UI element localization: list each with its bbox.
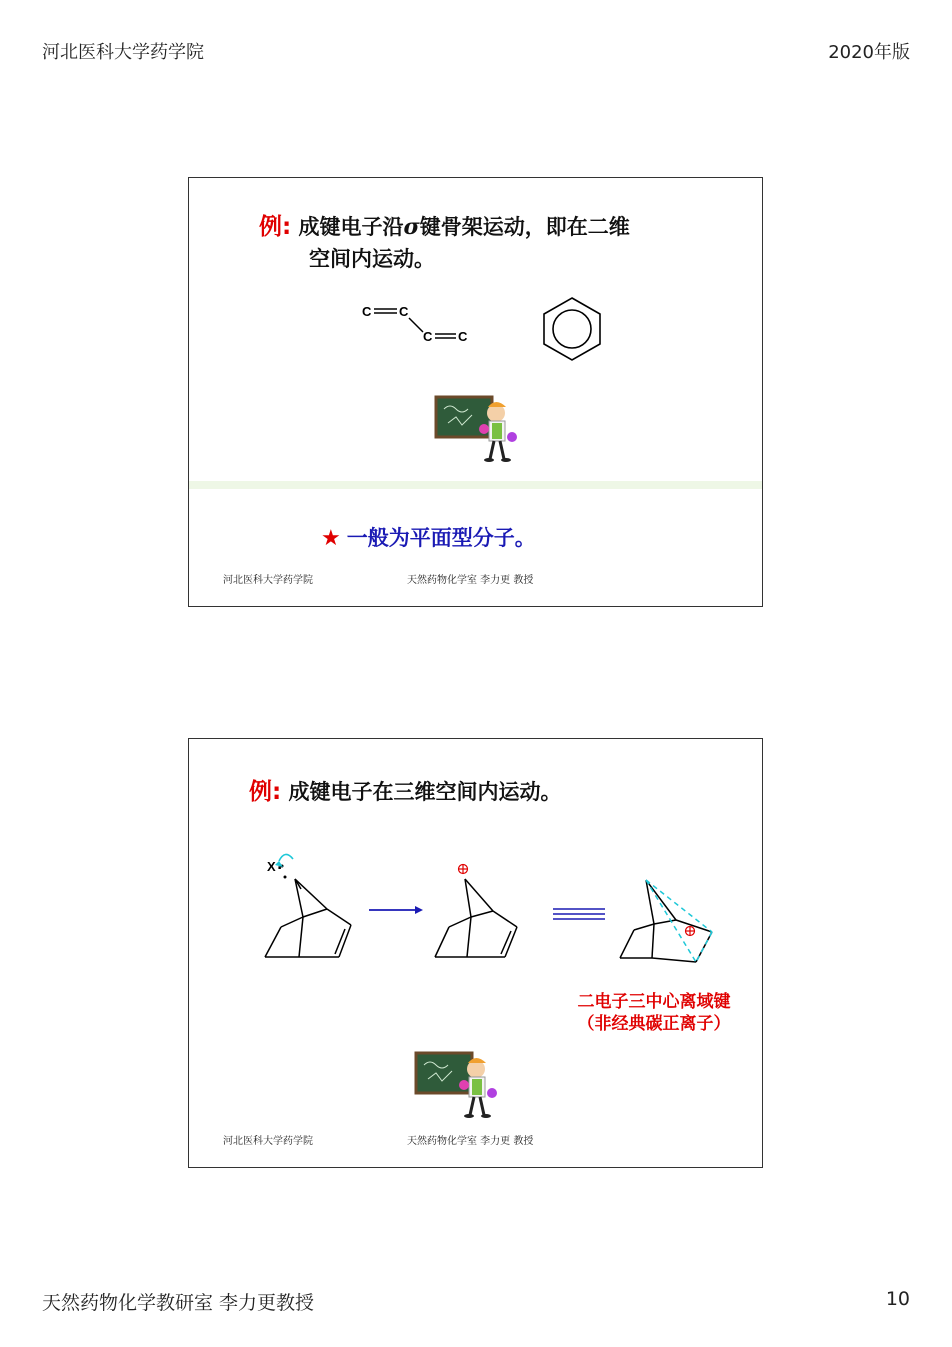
teacher-clipart xyxy=(434,393,522,465)
star-icon: ★ xyxy=(321,526,341,551)
slide-2-footer-institution: 河北医科大学药学院 xyxy=(223,1136,313,1147)
example-label: 例: xyxy=(249,779,282,805)
slide-2-footer-author: 天然药物化学室 李力更 教授 xyxy=(407,1136,534,1147)
reaction-arrow xyxy=(367,904,423,916)
slide-2-heading xyxy=(249,777,562,808)
conclusion-label: 一般为平面型分子。 xyxy=(346,526,536,550)
butadiene-structure xyxy=(359,298,479,348)
nonclassical-carbocation xyxy=(614,874,724,969)
divider-band xyxy=(189,481,762,489)
heading-text-part2: 键骨架运动，即在二维 xyxy=(419,215,630,239)
leaving-group-x: X xyxy=(267,859,276,874)
heading-text: 成键电子在三维空间内运动。 xyxy=(288,780,562,804)
page-header-edition: 2020年版 xyxy=(828,42,910,63)
slide-1-footer-author: 天然药物化学室 李力更 教授 xyxy=(407,575,534,586)
norbornenyl-substrate xyxy=(259,849,369,964)
diene-atom-c4: C xyxy=(458,329,468,344)
heading-text-part1: 成键电子沿 xyxy=(298,215,404,239)
example-label: 例: xyxy=(259,214,292,240)
benzene-ring xyxy=(539,296,605,362)
sigma-symbol: σ xyxy=(403,214,420,240)
equivalence-sign xyxy=(551,907,607,921)
diene-atom-c3: C xyxy=(423,329,433,344)
page-header-institution: 河北医科大学药学院 xyxy=(42,42,204,63)
slide-1-heading xyxy=(259,212,630,243)
diene-atom-c1: C xyxy=(362,304,372,319)
slide-1-footer-institution: 河北医科大学药学院 xyxy=(223,575,313,586)
slide-2 xyxy=(188,738,763,1168)
nonclassical-label-line1: 二电子三中心离域键 xyxy=(577,992,731,1012)
page-number: 10 xyxy=(885,1288,910,1310)
conclusion-text xyxy=(321,522,536,552)
nonclassical-label xyxy=(559,991,749,1035)
page-footer-author: 天然药物化学教研室 李力更教授 xyxy=(42,1292,315,1314)
carbocation-structure xyxy=(429,857,529,967)
slide-1-heading-line2: 空间内运动。 xyxy=(309,247,435,271)
nonclassical-label-line2: （非经典碳正离子） xyxy=(577,1014,731,1034)
diene-atom-c2: C xyxy=(399,304,409,319)
slide-1 xyxy=(188,177,763,607)
teacher-clipart xyxy=(414,1049,502,1121)
